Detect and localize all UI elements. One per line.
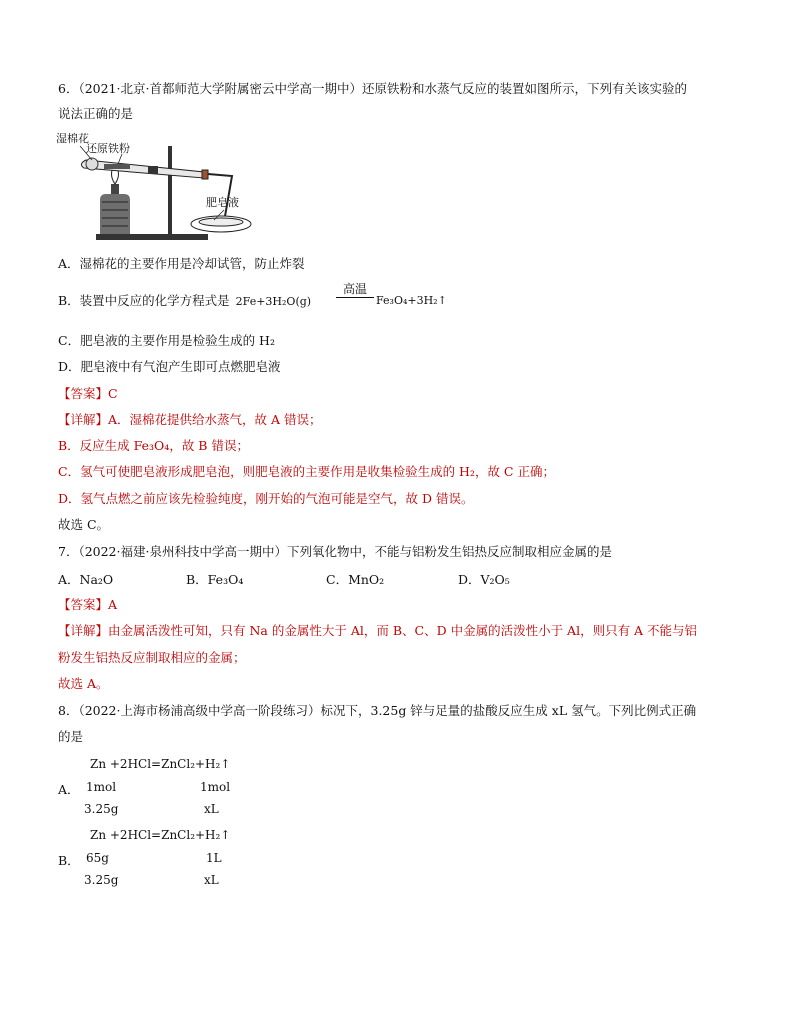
q8-option-b-row2-left: 65g	[86, 851, 109, 865]
q7-answer-tag: 【答案】	[58, 597, 109, 612]
q8-stem-line1: 8．（2022·上海市杨浦高级中学高一阶段练习）标况下，3.25g 锌与足量的盐酸反应生成 xL 氢气。下列比例式正确	[58, 703, 697, 718]
q6-apparatus-figure	[56, 126, 256, 246]
q8-option-b-row3-right: xL	[204, 873, 219, 887]
q7-option-d: D．V₂O₅	[458, 572, 510, 587]
q6-option-b	[58, 292, 311, 311]
q8-option-b-row3-left: 3.25g	[84, 873, 119, 887]
q6-option-b-rhs: Fe₃O₄+3H₂↑	[376, 294, 447, 307]
q6-detail-tag: 【详解】	[58, 412, 109, 427]
q8-option-a-row2-right: 1mol	[200, 780, 231, 794]
q7-conclusion: 故选 A。	[58, 676, 109, 691]
q6-detail-text1: A．湿棉花提供给水蒸气，故 A 错误；	[108, 412, 322, 427]
q6-conclusion: 故选 C。	[58, 517, 110, 532]
q6-detail-line2: B．反应生成 Fe₃O₄，故 B 错误；	[58, 438, 249, 453]
q8-option-a-row3-left: 3.25g	[84, 802, 119, 816]
q7-option-a: A．Na₂O	[58, 572, 114, 587]
q8-option-b-equation: Zn +2HCl=ZnCl₂+H₂↑	[90, 828, 231, 842]
q7-detail-line1	[58, 622, 697, 640]
q8-stem-line2: 的是	[58, 729, 84, 744]
q7-option-b: B．Fe₃O₄	[186, 572, 244, 587]
q6-answer-value: C	[108, 386, 118, 401]
q6-option-b-lhs: 2Fe+3H₂O(g)	[235, 295, 312, 308]
q6-answer	[58, 385, 118, 403]
q8-option-a-equation: Zn +2HCl=ZnCl₂+H₂↑	[90, 757, 231, 771]
q6-detail-line4: D．氢气点燃之前应该先检验纯度，刚开始的气泡可能是空气，故 D 错误。	[58, 491, 474, 506]
q7-detail-tag: 【详解】	[58, 623, 109, 638]
q6-stem-line1: 6．（2021·北京·首都师范大学附属密云中学高一期中）还原铁粉和水蒸气反应的装置如图所示，下列有关该实验的	[58, 81, 687, 96]
q6-option-c: C．肥皂液的主要作用是检验生成的 H₂	[58, 333, 275, 348]
q7-answer-value: A	[108, 597, 118, 612]
q8-option-a-row2-left: 1mol	[86, 780, 117, 794]
q8-option-b-label: B．	[58, 853, 80, 868]
label-wet-cotton: 湿棉花	[56, 132, 89, 145]
label-soap-solution: 肥皂液	[206, 196, 239, 209]
q7-option-c: C．MnO₂	[326, 572, 385, 587]
q6-option-b-condition-line	[336, 297, 374, 298]
q6-option-a: A．湿棉花的主要作用是冷却试管，防止炸裂	[58, 256, 305, 271]
q6-answer-tag: 【答案】	[58, 386, 109, 401]
q6-option-b-prefix: B．装置中反应的化学方程式是	[58, 293, 230, 308]
q7-stem: 7．（2022·福建·泉州科技中学高一期中）下列氧化物中，不能与铝粉发生铝热反应制取相应金属的是	[58, 544, 612, 559]
q8-option-b-row2-right: 1L	[206, 851, 222, 865]
q6-option-d: D．肥皂液中有气泡产生即可点燃肥皂液	[58, 359, 281, 374]
q6-option-b-condition: 高温	[342, 282, 367, 296]
q8-option-a-label: A．	[58, 782, 80, 797]
q8-option-a-row3-right: xL	[204, 802, 219, 816]
q6-detail-line1	[58, 411, 322, 429]
q7-detail-text1: 由金属活泼性可知，只有 Na 的金属性大于 Al，而 B、C、D 中金属的活泼性小于 Al，则只有 A 不能与铝	[108, 623, 698, 638]
q6-stem-line2: 说法正确的是	[58, 106, 134, 121]
q7-answer	[58, 596, 117, 614]
q7-detail-line2: 粉发生铝热反应制取相应的金属；	[58, 650, 246, 665]
q6-detail-line3: C．氢气可使肥皂液形成肥皂泡，则肥皂液的主要作用是收集检验生成的 H₂，故 C 正确；	[58, 464, 555, 479]
label-iron-powder: 还原铁粉	[86, 142, 130, 155]
